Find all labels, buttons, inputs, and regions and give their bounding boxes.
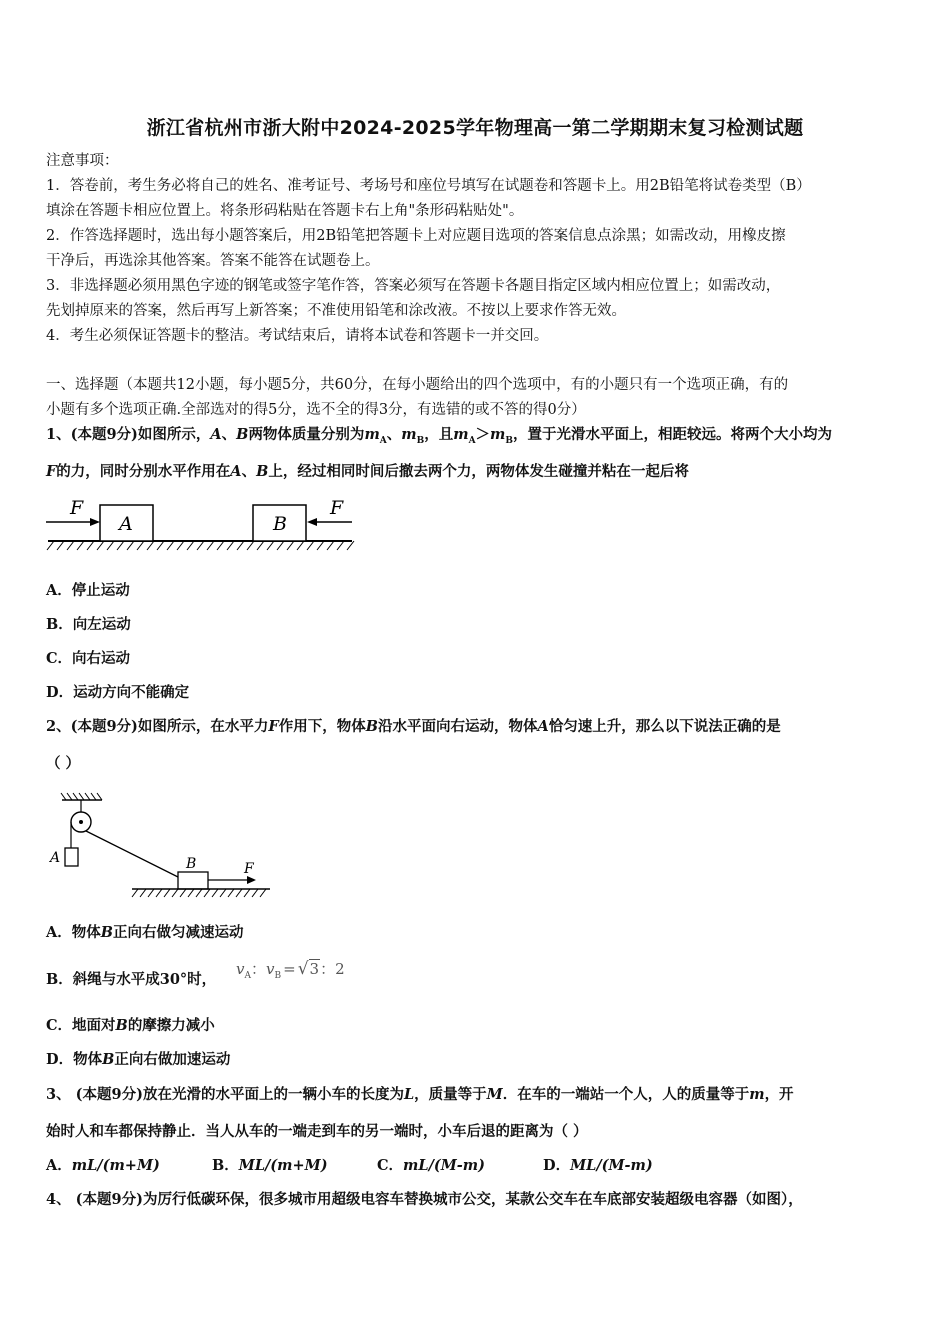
force-label-right: F (330, 497, 344, 519)
block-b-label: B (273, 513, 287, 535)
notice-line: 1．答卷前，考生务必将自己的姓名、准考证号、考场号和座位号填写在试题卷和答题卡上。用2B铅笔将试卷类型（B） (46, 178, 811, 194)
notice-line: 填涂在答题卡相应位置上。将条形码粘贴在答题卡右上角"条形码粘贴处"。 (46, 203, 524, 219)
q1-option-c[interactable]: C．向右运动 (46, 650, 131, 667)
rope (86, 831, 184, 880)
notice-heading: 注意事项： (46, 153, 119, 169)
notice-line: 干净后，再选涂其他答案。答案不能答在试题卷上。 (46, 253, 380, 269)
q1-stem-line1: 1、(本题9分)如图所示，A、B两物体质量分别为$m_A$、$m_B$，且$m_A>m_B$，置于光滑水平面上，相距较远。将两个大小均为 (46, 426, 832, 446)
q4-stem-line1: 4、 (本题9分)为厉行低碳环保，很多城市用超级电容车替换城市公交，某款公交车在车底部安装超级电容器（如图）， (46, 1191, 803, 1208)
q2-option-c[interactable]: C．地面对B的摩擦力减小 (46, 1017, 215, 1034)
arrow-right-icon (90, 518, 100, 526)
q2-option-d[interactable]: D．物体B正向右做加速运动 (46, 1051, 231, 1068)
arrow-left-icon (307, 518, 317, 526)
q3-stem-line1: 3、 (本题9分)放在光滑的水平面上的一辆小车的长度为L，质量等于M．在车的一端站一个人，人的质量等于m，开 (46, 1086, 794, 1103)
block-b (178, 872, 208, 889)
q2-figure (44, 788, 274, 906)
block-a-label: A (50, 850, 61, 866)
q1-stem-line2: F的力，同时分别水平作用在A、B上，经过相同时间后撤去两个力，两物体发生碰撞并粘在一起后将 (46, 463, 689, 480)
q2-option-b[interactable]: B．斜绳与水平成30°时， (46, 971, 217, 988)
notice-line: 先划掉原来的答案，然后再写上新答案；不准使用铅笔和涂改液。不按以上要求作答无效。 (46, 303, 626, 319)
notice-line: 4．考生必须保证答题卡的整洁。考试结束后，请将本试卷和答题卡一并交回。 (46, 328, 549, 344)
force-label-left: F (70, 497, 84, 519)
exam-title: 浙江省杭州市浙大附中2024-2025学年物理高一第二学期期末复习检测试题 (146, 117, 804, 139)
q2-stem-paren: （ ） (46, 755, 81, 772)
section-heading-cont: 小题有多个选项正确.全部选对的得5分，选不全的得3分，有选错的或不答的得0分） (46, 402, 586, 418)
notice-line: 2．作答选择题时，选出每小题答案后，用2B铅笔把答题卡上对应题目选项的答案信息点涂黑；如需改动，用橡皮擦 (46, 228, 786, 244)
q1-figure (40, 493, 360, 563)
block-b-label: B (186, 856, 197, 872)
q1-option-b[interactable]: B．向左运动 (46, 616, 131, 633)
q2-stem-line1: 2、(本题9分)如图所示，在水平力F作用下，物体B沿水平面向右运动，物体A恰匀速上升，那么以下说法正确的是 (46, 718, 781, 735)
arrow-right-icon (247, 876, 256, 884)
section-heading: 一、选择题（本题共12小题，每小题5分，共60分，在每小题给出的四个选项中，有的小题只有一个选项正确，有的 (46, 377, 789, 393)
q3-option-b[interactable]: B．ML/(m+M) (212, 1157, 328, 1174)
q3-stem-line2: 始时人和车都保持静止．当人从车的一端走到车的另一端时，小车后退的距离为（ ） (46, 1123, 588, 1140)
block-a-label: A (119, 513, 133, 535)
notice-line: 3．非选择题必须用黑色字迹的钢笔或签字笔作答，答案必须写在答题卡各题目指定区域内相应位置上；如需改动， (46, 278, 781, 294)
q1-option-d[interactable]: D．运动方向不能确定 (46, 684, 190, 701)
q2-option-b-formula: $v_A$：$v_B = √3$：2 (236, 959, 345, 981)
q1-option-a[interactable]: A．停止运动 (46, 582, 130, 599)
q3-option-c[interactable]: C．mL/(M-m) (377, 1157, 486, 1174)
force-label: F (244, 861, 254, 877)
q3-option-a[interactable]: A．mL/(m+M) (46, 1157, 160, 1174)
q2-option-a[interactable]: A．物体B正向右做匀减速运动 (46, 924, 244, 941)
block-a (65, 848, 78, 866)
q3-option-d[interactable]: D．ML/(M-m) (543, 1157, 653, 1174)
